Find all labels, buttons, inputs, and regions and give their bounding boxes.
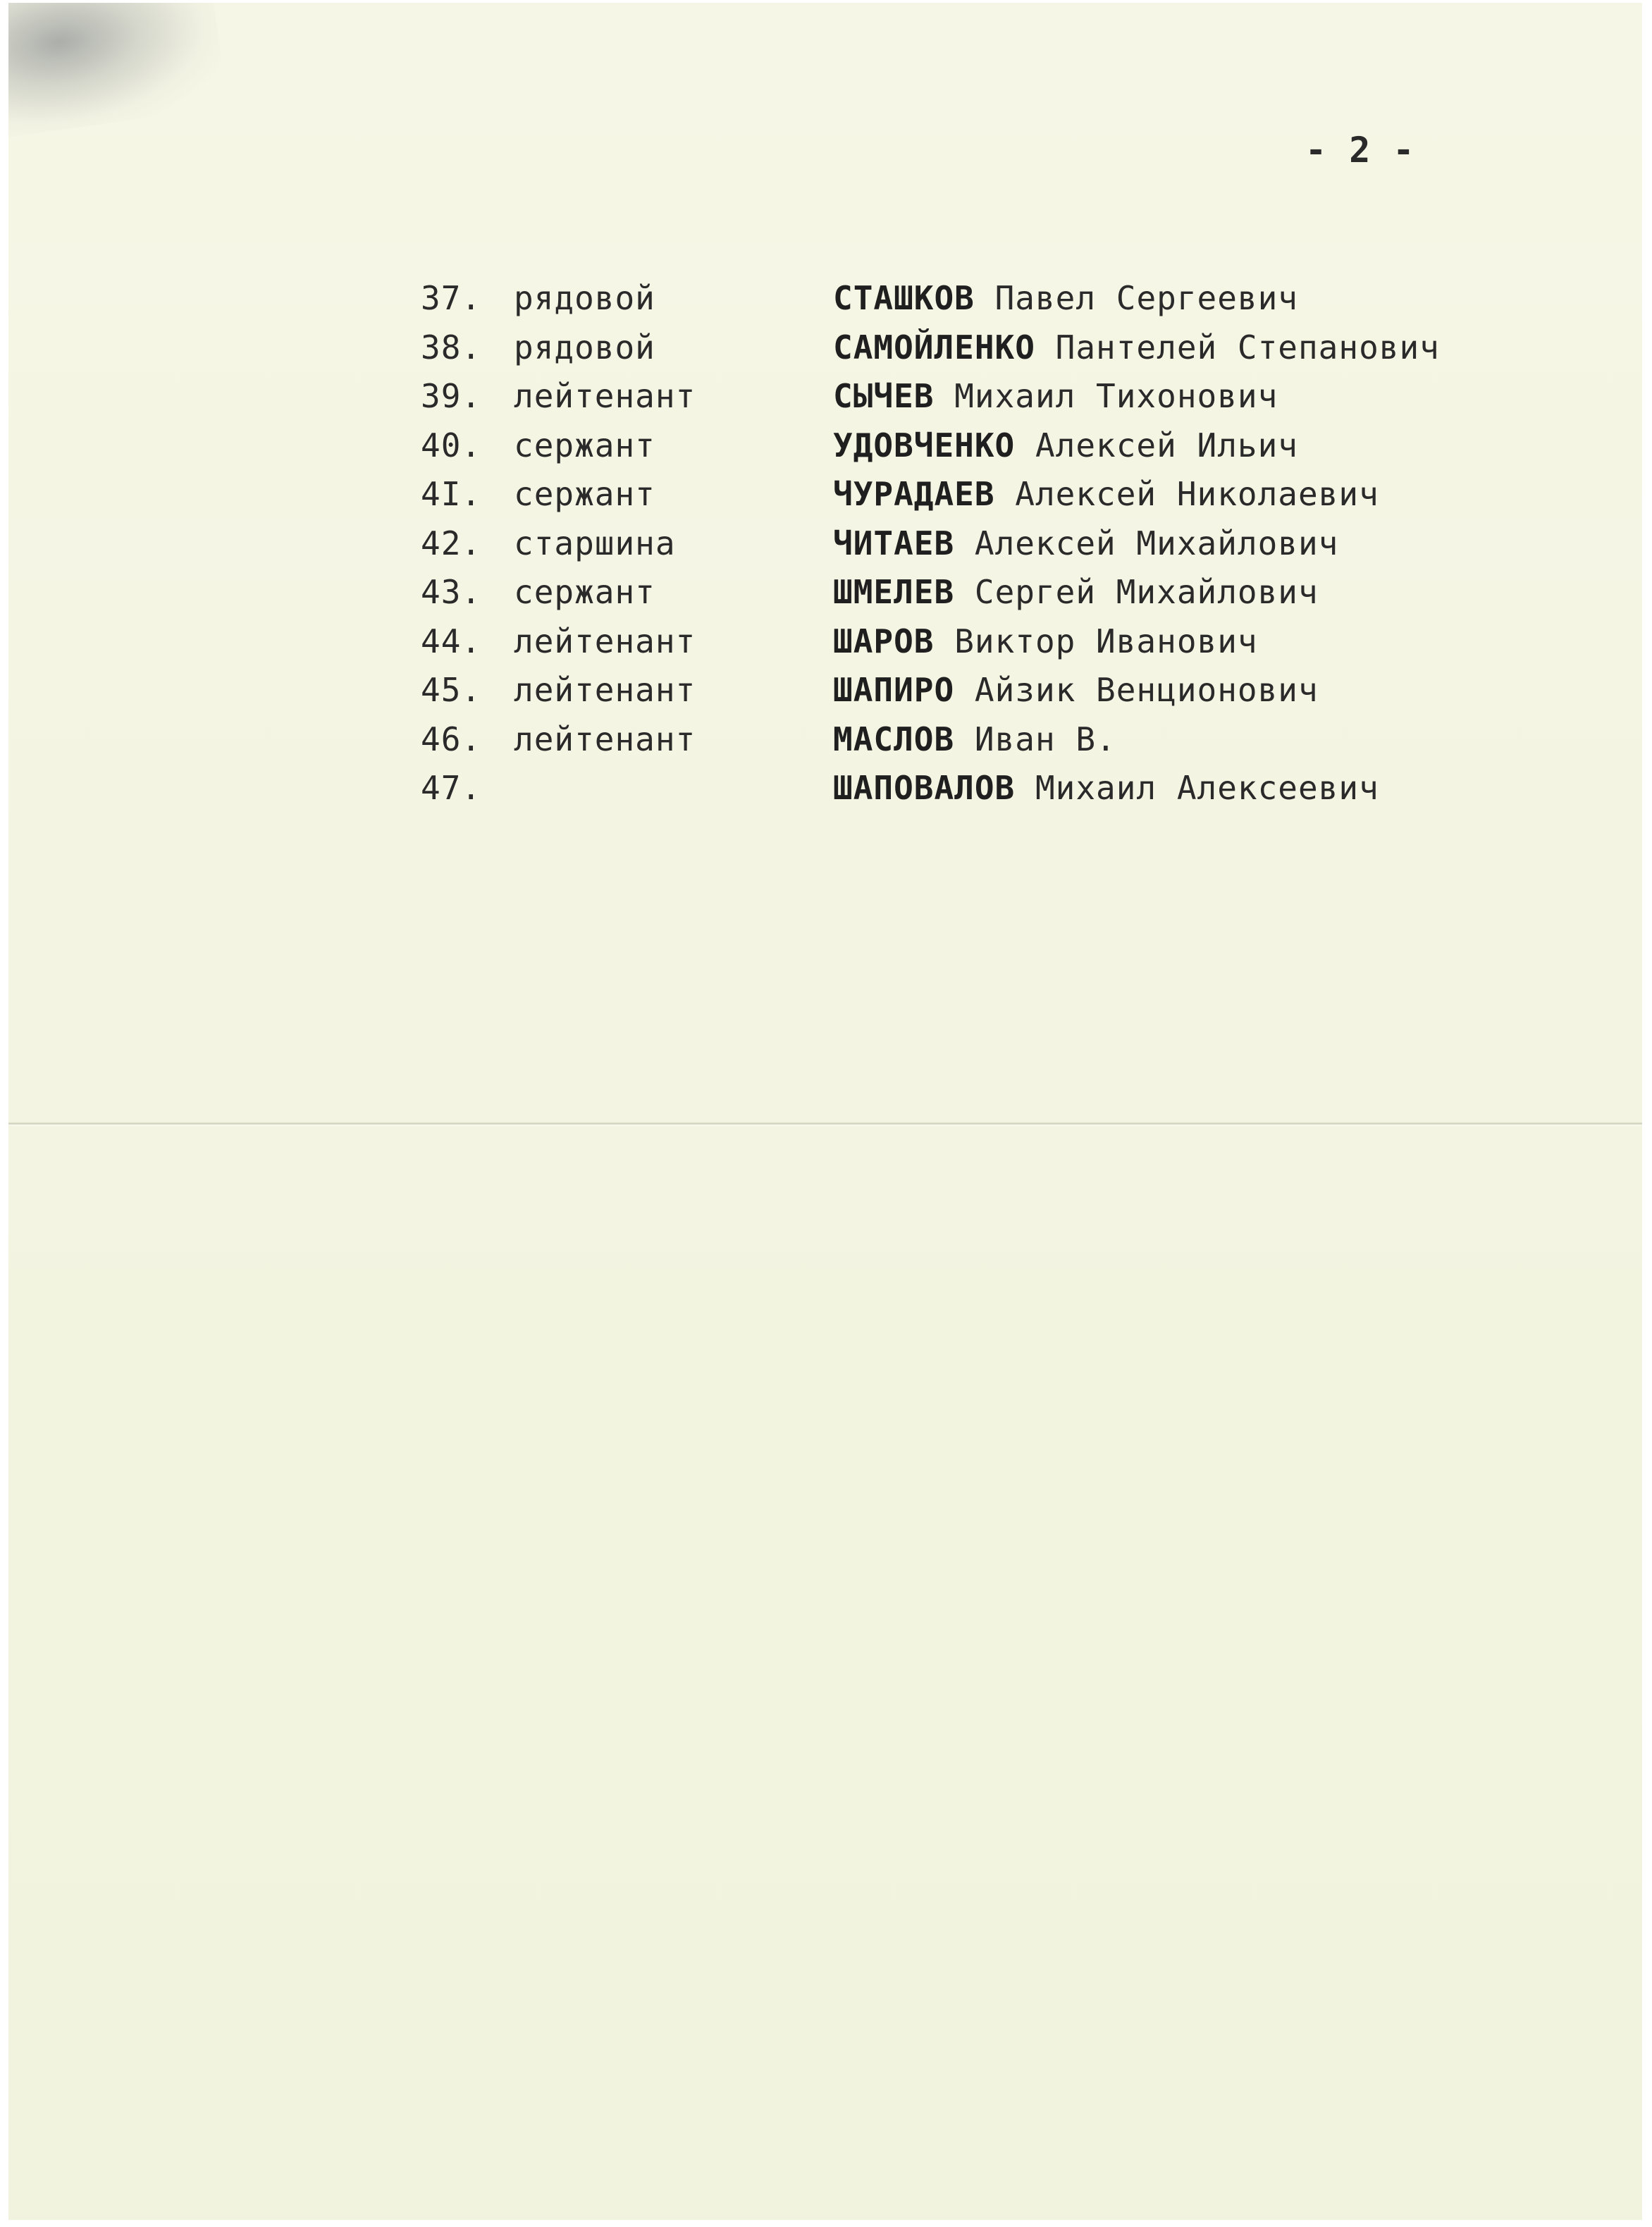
row-number: 46. [421, 720, 482, 758]
row-given-names: Алексей Николаевич [1015, 475, 1379, 513]
list-item [421, 426, 1520, 476]
row-rank: сержант [514, 573, 655, 611]
row-full-name [833, 769, 1379, 807]
row-full-name [833, 377, 1278, 415]
row-surname: САМОЙЛЕНКО [833, 328, 1035, 366]
row-number: 37. [421, 279, 482, 317]
row-number: 42. [421, 524, 482, 562]
row-number: 40. [421, 426, 482, 464]
row-given-names: Иван В. [974, 720, 1116, 758]
row-surname: СЫЧЕВ [833, 377, 935, 415]
row-surname: ШАРОВ [833, 622, 935, 660]
row-rank: сержант [514, 475, 655, 513]
row-number: 47. [421, 769, 482, 807]
row-rank: рядовой [514, 328, 655, 366]
list-item [421, 524, 1520, 574]
list-item [421, 279, 1520, 328]
row-rank: лейтенант [514, 377, 696, 415]
row-number: 44. [421, 622, 482, 660]
row-full-name [833, 720, 1116, 758]
list-item [421, 328, 1520, 378]
paper-stain [8, 3, 228, 137]
row-given-names: Виктор Иванович [954, 622, 1258, 660]
row-number: 4I. [421, 475, 482, 513]
list-item [421, 573, 1520, 622]
page-number: - 2 - [1305, 130, 1415, 171]
list-item [421, 720, 1520, 770]
row-full-name [833, 426, 1298, 464]
row-full-name [833, 671, 1319, 709]
row-surname: ШМЕЛЕВ [833, 573, 955, 611]
row-surname: ЧУРАДАЕВ [833, 475, 995, 513]
list-item [421, 769, 1520, 818]
list-item [421, 377, 1520, 426]
row-surname: ШАПОВАЛОВ [833, 769, 1016, 807]
row-full-name [833, 622, 1258, 660]
row-rank: сержант [514, 426, 655, 464]
list-item [421, 475, 1520, 524]
row-surname: ШАПИРО [833, 671, 955, 709]
row-rank: старшина [514, 524, 676, 562]
row-number: 38. [421, 328, 482, 366]
roster-list [421, 279, 1520, 818]
row-full-name [833, 328, 1440, 366]
row-rank: рядовой [514, 279, 655, 317]
row-surname: ЧИТАЕВ [833, 524, 955, 562]
list-item [421, 622, 1520, 672]
row-given-names: Павел Сергеевич [994, 279, 1298, 317]
row-given-names: Алексей Ильич [1035, 426, 1298, 464]
row-number: 39. [421, 377, 482, 415]
row-given-names: Пантелей Степанович [1055, 328, 1440, 366]
row-number: 43. [421, 573, 482, 611]
list-item [421, 671, 1520, 720]
row-full-name [833, 279, 1298, 317]
row-surname: МАСЛОВ [833, 720, 955, 758]
row-number: 45. [421, 671, 482, 709]
row-rank: лейтенант [514, 622, 696, 660]
row-given-names: Михаил Алексеевич [1035, 769, 1379, 807]
row-given-names: Айзик Венционович [974, 671, 1319, 709]
row-given-names: Алексей Михайлович [974, 524, 1339, 562]
row-rank: лейтенант [514, 671, 696, 709]
row-full-name [833, 524, 1338, 562]
row-surname: СТАШКОВ [833, 279, 975, 317]
row-given-names: Михаил Тихонович [954, 377, 1278, 415]
row-rank: лейтенант [514, 720, 696, 758]
row-full-name [833, 573, 1319, 611]
row-surname: УДОВЧЕНКО [833, 426, 1016, 464]
row-given-names: Сергей Михайлович [974, 573, 1319, 611]
document-page [8, 3, 1642, 2220]
row-full-name [833, 475, 1379, 513]
